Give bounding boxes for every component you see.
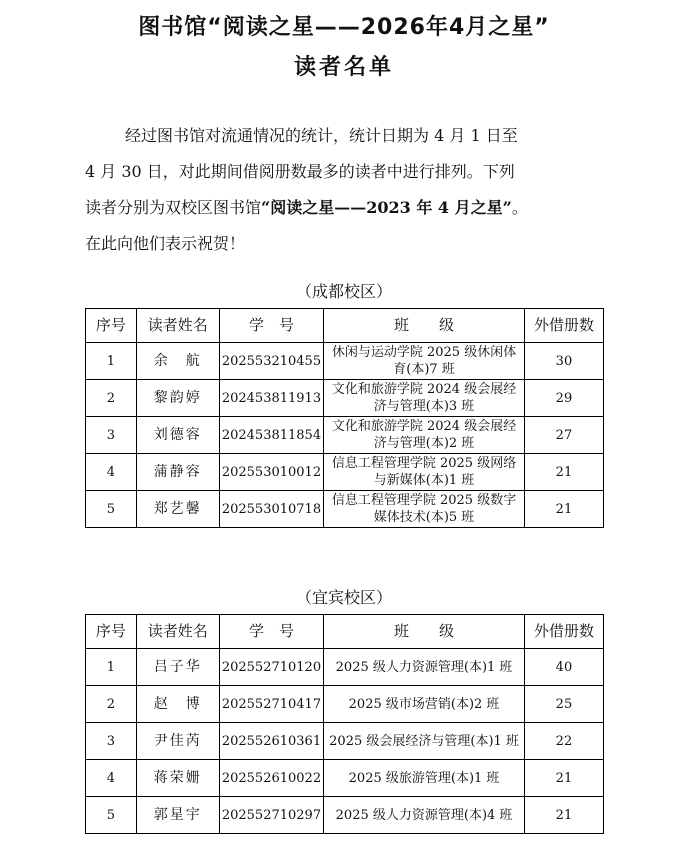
cell-name: 刘德容 — [136, 417, 219, 454]
cell-id: 202553010718 — [219, 491, 323, 528]
cell-class: 文化和旅游学院 2024 级会展经济与管理(本)2 班 — [324, 417, 525, 454]
cell-no: 4 — [86, 454, 137, 491]
header-count: 外借册数 — [524, 615, 603, 649]
cell-name: 黎韵婷 — [136, 380, 219, 417]
cell-id: 202453811854 — [219, 417, 323, 454]
cell-id: 202453811913 — [219, 380, 323, 417]
cell-class: 2025 级市场营销(本)2 班 — [324, 686, 525, 723]
cell-class: 2025 级会展经济与管理(本)1 班 — [324, 723, 525, 760]
cell-count: 21 — [524, 797, 603, 834]
cell-name: 吕子华 — [136, 649, 219, 686]
table-row — [86, 797, 604, 834]
cell-count: 29 — [524, 380, 603, 417]
table-header-row — [86, 615, 604, 649]
cell-name: 尹佳芮 — [136, 723, 219, 760]
cell-no: 2 — [86, 380, 137, 417]
paragraph-line-3 — [85, 190, 605, 226]
header-class: 班 级 — [324, 309, 525, 343]
cell-id: 202552610022 — [219, 760, 323, 797]
cell-count: 22 — [524, 723, 603, 760]
table-row — [86, 343, 604, 380]
header-name: 读者姓名 — [136, 309, 219, 343]
header-name: 读者姓名 — [136, 615, 219, 649]
table-row — [86, 723, 604, 760]
table-row — [86, 686, 604, 723]
cell-class: 信息工程管理学院 2025 级数字媒体技术(本)5 班 — [324, 491, 525, 528]
cell-id: 202552610361 — [219, 723, 323, 760]
intro-paragraph — [85, 118, 605, 262]
paragraph-line-1: 经过图书馆对流通情况的统计，统计日期为 4 月 1 日至 — [125, 126, 518, 145]
cell-count: 40 — [524, 649, 603, 686]
cell-id: 202553010012 — [219, 454, 323, 491]
cell-count: 21 — [524, 491, 603, 528]
table-row — [86, 491, 604, 528]
paragraph-line-3-prefix: 读者分别为双校区图书馆 — [85, 198, 262, 217]
header-id: 学 号 — [219, 615, 323, 649]
cell-name: 余 航 — [136, 343, 219, 380]
header-id: 学 号 — [219, 309, 323, 343]
cell-class: 2025 级人力资源管理(本)1 班 — [324, 649, 525, 686]
cell-no: 4 — [86, 760, 137, 797]
cell-no: 2 — [86, 686, 137, 723]
cell-count: 21 — [524, 454, 603, 491]
campus-label-yibin: （宜宾校区） — [295, 588, 392, 607]
readers-table-chengdu — [85, 308, 604, 528]
cell-count: 30 — [524, 343, 603, 380]
cell-class: 2025 级旅游管理(本)1 班 — [324, 760, 525, 797]
cell-no: 1 — [86, 343, 137, 380]
cell-id: 202552710297 — [219, 797, 323, 834]
cell-class: 2025 级人力资源管理(本)4 班 — [324, 797, 525, 834]
campus-label-chengdu: （成都校区） — [295, 282, 392, 301]
cell-no: 3 — [86, 417, 137, 454]
table-header-row — [86, 309, 604, 343]
cell-name: 赵 博 — [136, 686, 219, 723]
document-title: 图书馆“阅读之星——2026年4月之星” — [138, 15, 550, 40]
cell-id: 202552710120 — [219, 649, 323, 686]
header-count: 外借册数 — [524, 309, 603, 343]
readers-table-yibin — [85, 614, 604, 834]
cell-count: 21 — [524, 760, 603, 797]
table-row — [86, 760, 604, 797]
paragraph-line-3-bold: “阅读之星——2023 年 4 月之星” — [261, 198, 512, 217]
cell-no: 5 — [86, 491, 137, 528]
table-row — [86, 649, 604, 686]
paragraph-line-4: 在此向他们表示祝贺！ — [85, 234, 246, 253]
table-row — [86, 417, 604, 454]
table-row — [86, 380, 604, 417]
cell-count: 27 — [524, 417, 603, 454]
header-no: 序号 — [86, 615, 137, 649]
table-row — [86, 454, 604, 491]
cell-no: 5 — [86, 797, 137, 834]
header-no: 序号 — [86, 309, 137, 343]
cell-name: 郭星宇 — [136, 797, 219, 834]
cell-name: 蒋荣姗 — [136, 760, 219, 797]
cell-class: 信息工程管理学院 2025 级网络与新媒体(本)1 班 — [324, 454, 525, 491]
header-class: 班 级 — [324, 615, 525, 649]
cell-id: 202552710417 — [219, 686, 323, 723]
cell-no: 1 — [86, 649, 137, 686]
paragraph-line-2: 4 月 30 日，对此期间借阅册数最多的读者中进行排列。下列 — [85, 162, 515, 181]
cell-count: 25 — [524, 686, 603, 723]
cell-class: 文化和旅游学院 2024 级会展经济与管理(本)3 班 — [324, 380, 525, 417]
cell-id: 202553210455 — [219, 343, 323, 380]
cell-name: 蒲静容 — [136, 454, 219, 491]
cell-name: 郑艺馨 — [136, 491, 219, 528]
cell-class: 休闲与运动学院 2025 级休闲体育(本)7 班 — [324, 343, 525, 380]
paragraph-line-3-suffix: 。 — [511, 198, 528, 217]
cell-no: 3 — [86, 723, 137, 760]
document-subtitle: 读者名单 — [293, 55, 394, 80]
